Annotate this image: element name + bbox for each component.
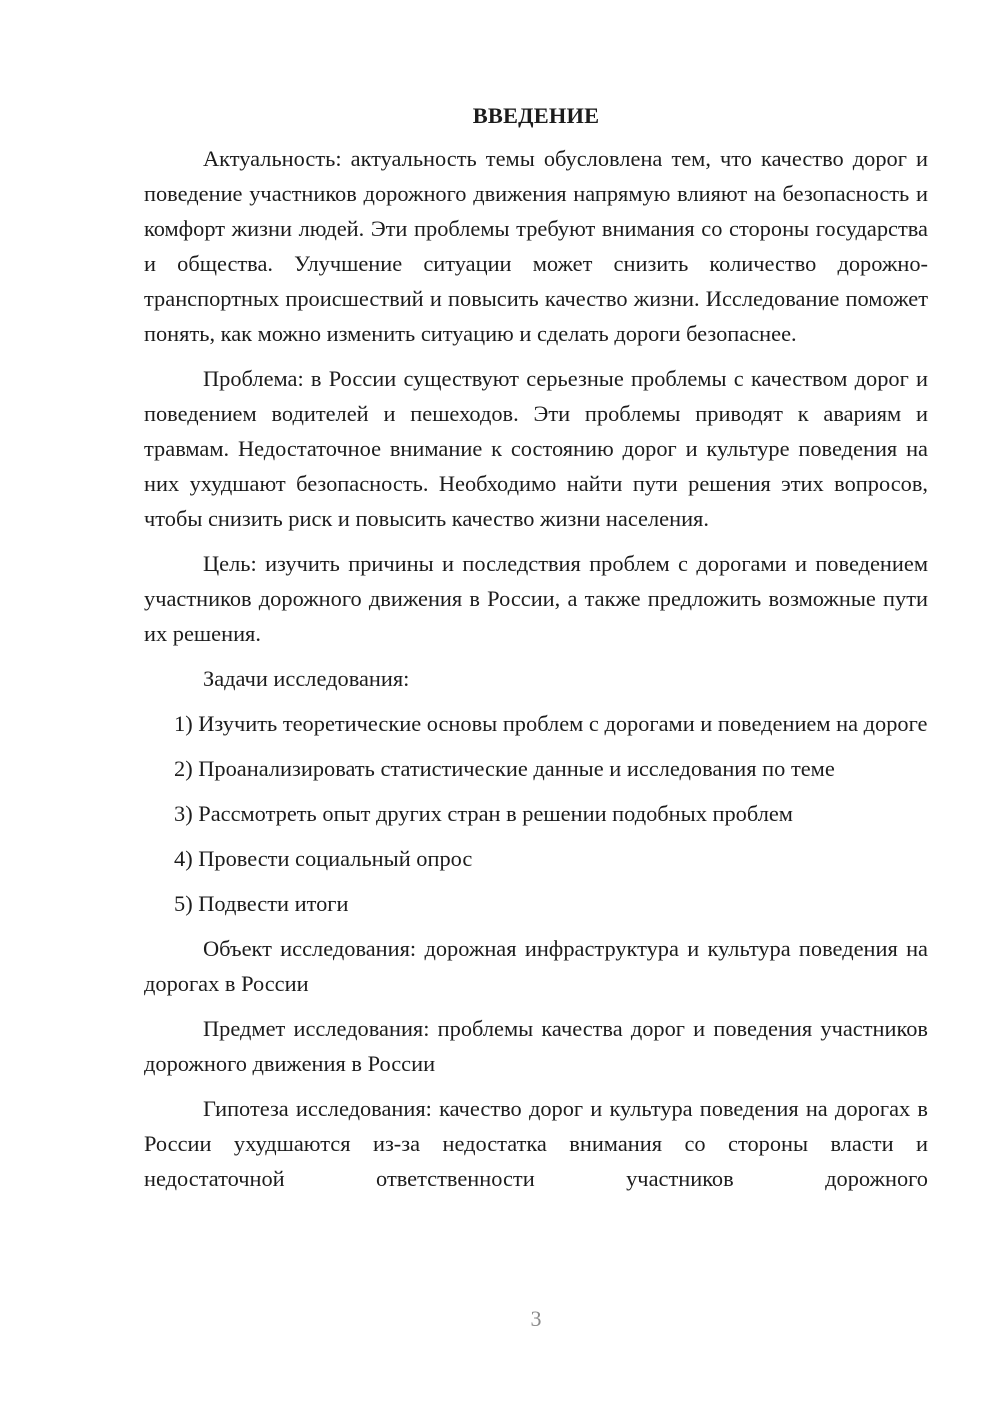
paragraph-hypothesis: Гипотеза исследования: качество дорог и культура поведения на дорогах в России ухудшаются из-за недостатка внимания со стороны власти и недостаточной ответственности участников дорожного: [144, 1096, 928, 1191]
list-item: 4) Провести социальный опрос: [174, 846, 473, 871]
list-item: 1) Изучить теоретические основы проблем с дорогами и поведением на дороге: [174, 711, 928, 736]
document-page: [144, 98, 928, 1206]
paragraph-object: Объект исследования: дорожная инфраструктура и культура поведения на дорогах в России: [144, 936, 928, 996]
paragraph-problem: Проблема: в России существуют серьезные проблемы с качеством дорог и поведением водителей и пешеходов. Эти проблемы приводят к авариям и травмам. Недостаточное внимание к состоянию дорог и культуре поведения на них ухудшают безопасность. Необходимо найти пути решения этих вопросов, чтобы снизить риск и повысить качество жизни населения.: [144, 366, 928, 531]
paragraph-goal: Цель: изучить причины и последствия проблем с дорогами и поведением участников дорожного движения в России, а также предложить возможные пути их решения.: [144, 551, 928, 646]
list-item: 3) Рассмотреть опыт других стран в решении подобных проблем: [174, 801, 793, 826]
paragraph-relevance: Актуальность: актуальность темы обусловлена тем, что качество дорог и поведение участников дорожного движения напрямую влияют на безопасность и комфорт жизни людей. Эти проблемы требуют внимания со стороны государства и общества. Улучшение ситуации может снизить количество дорожно-транспортных происшествий и повысить качество жизни. Исследование поможет понять, как можно изменить ситуацию и сделать дороги безопаснее.: [144, 146, 928, 346]
tasks-heading: Задачи исследования:: [203, 666, 410, 691]
paragraph-subject: Предмет исследования: проблемы качества дорог и поведения участников дорожного движения в России: [144, 1016, 928, 1076]
tasks-list: [144, 706, 928, 921]
list-item: 2) Проанализировать статистические данные и исследования по теме: [174, 756, 835, 781]
page-number: 3: [530, 1306, 542, 1331]
document-title: ВВЕДЕНИЕ: [472, 103, 600, 128]
list-item: 5) Подвести итоги: [174, 891, 349, 916]
